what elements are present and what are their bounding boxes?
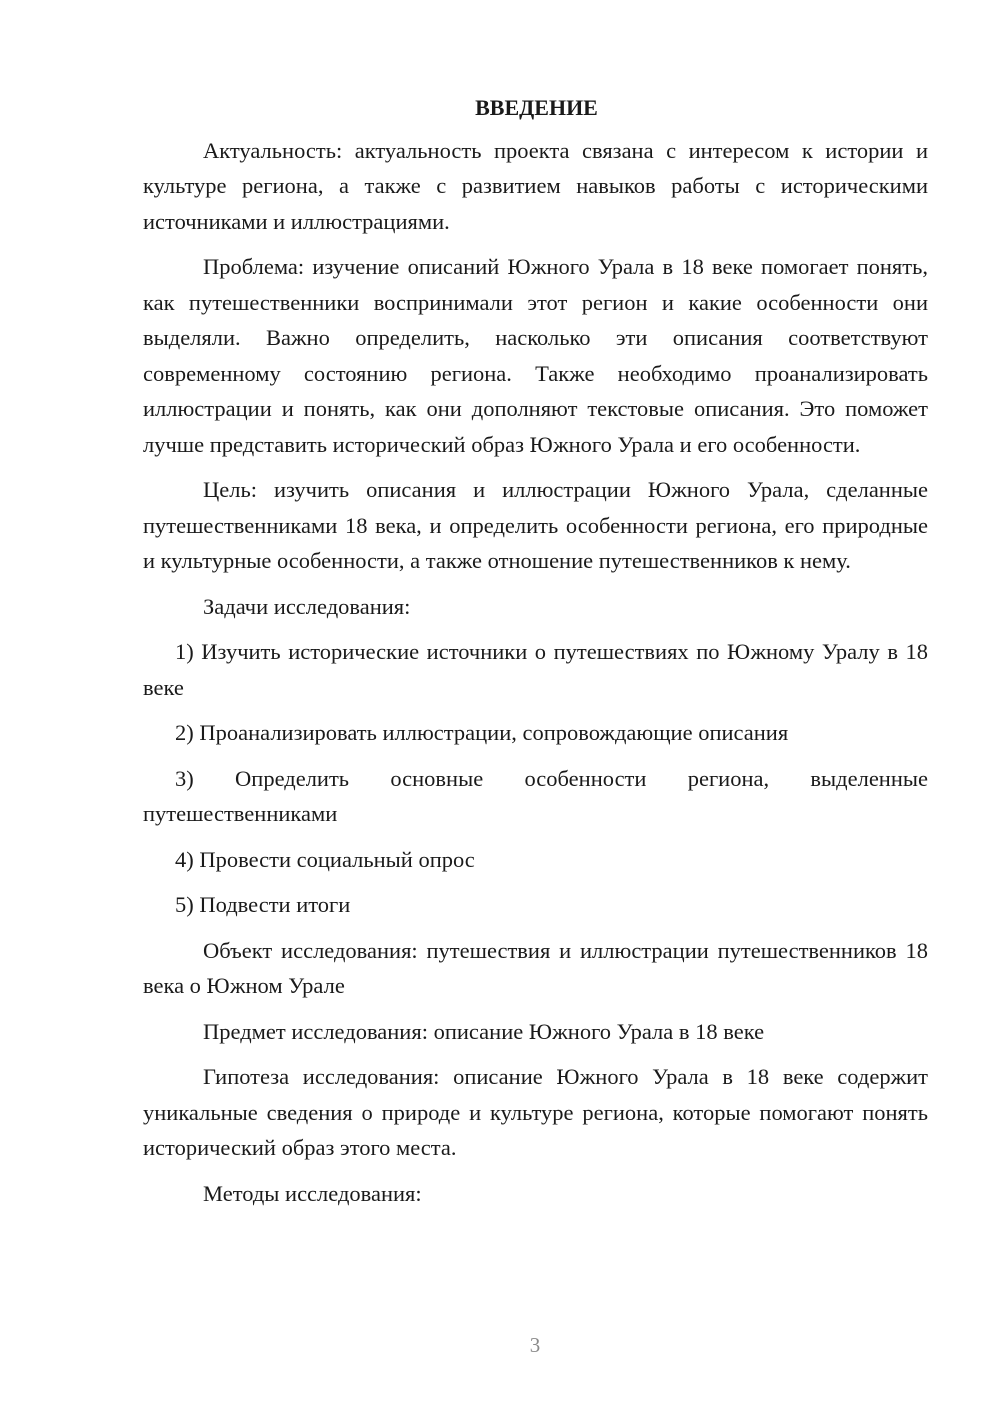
task-item-5: 5) Подвести итоги — [175, 892, 351, 917]
relevance-paragraph: Актуальность: актуальность проекта связана с интересом к истории и культуре региона, а также с развитием навыков работы с историческими источниками и иллюстрациями. — [143, 137, 928, 234]
task-item-1: 1) Изучить исторические источники о путешествиях по Южному Уралу в 18 веке — [143, 639, 928, 700]
task-item-2: 2) Проанализировать иллюстрации, сопровождающие описания — [175, 720, 789, 745]
section-title: ВВЕДЕНИЕ — [475, 95, 598, 120]
document-page — [143, 90, 928, 1221]
page-number: 3 — [529, 1333, 541, 1357]
object-paragraph: Объект исследования: путешествия и иллюстрации путешественников 18 века о Южном Урале — [143, 937, 928, 998]
methods-heading: Методы исследования: — [203, 1180, 422, 1206]
tasks-heading: Задачи исследования: — [203, 593, 411, 619]
subject-paragraph: Предмет исследования: описание Южного Урала в 18 веке — [203, 1018, 765, 1044]
task-item-3: 3) Определить основные особенности региона, выделенные путешественниками — [143, 765, 928, 826]
task-item-4: 4) Провести социальный опрос — [175, 846, 475, 872]
problem-paragraph: Проблема: изучение описаний Южного Урала в 18 веке помогает понять, как путешественники воспринимали этот регион и какие особенности они выделяли. Важно определить, насколько эти описания соответствуют современному состоянию региона. Также необходимо проанализировать иллюстрации и понять, как они дополняют текстовые описания. Это поможет лучше представить исторический образ Южного Урала и его особенности. — [143, 254, 928, 457]
goal-paragraph: Цель: изучить описания и иллюстрации Южного Урала, сделанные путешественниками 18 века, и определить особенности региона, его природные и культурные особенности, а также отношение путешественников к нему. — [143, 477, 928, 573]
hypothesis-paragraph: Гипотеза исследования: описание Южного Урала в 18 веке содержит уникальные сведения о природе и культуре региона, которые помогают понять исторический образ этого места. — [143, 1064, 928, 1160]
